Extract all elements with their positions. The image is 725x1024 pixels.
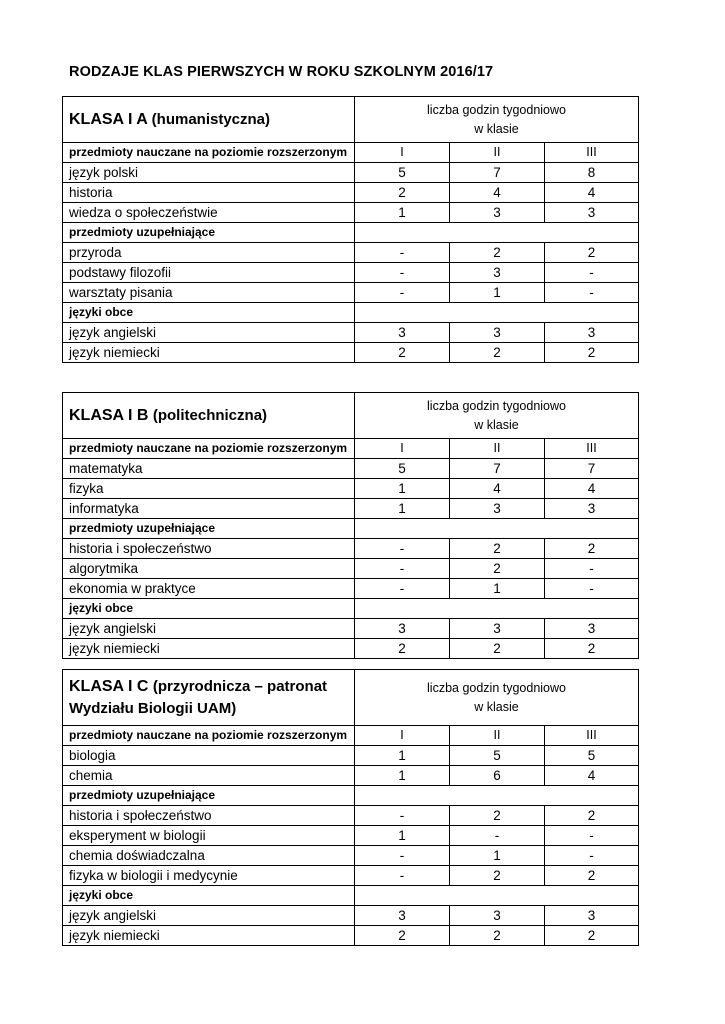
subject-name: historia <box>63 183 355 203</box>
hours-value: 4 <box>545 183 639 203</box>
hours-value: 3 <box>355 323 450 343</box>
subject-name: eksperyment w biologii <box>63 826 355 846</box>
subject-name: matematyka <box>63 459 355 479</box>
subject-name: ekonomia w praktyce <box>63 579 355 599</box>
hours-value: 1 <box>355 746 450 766</box>
languages-header-row <box>63 303 639 323</box>
supplementary-subjects-header-row <box>63 786 639 806</box>
class-title-cell <box>63 393 355 439</box>
hours-value: 2 <box>450 639 545 659</box>
hours-value: 1 <box>450 846 545 866</box>
subject-name: fizyka <box>63 479 355 499</box>
hours-value: 3 <box>450 263 545 283</box>
hours-value: 6 <box>450 766 545 786</box>
hours-value: 4 <box>450 183 545 203</box>
subject-row <box>63 499 639 519</box>
year-header: III <box>545 143 639 163</box>
subject-name: chemia doświadczalna <box>63 846 355 866</box>
subject-row <box>63 243 639 263</box>
class-title-cell <box>63 670 355 726</box>
subject-row <box>63 866 639 886</box>
hours-value: - <box>355 243 450 263</box>
hours-value: - <box>545 579 639 599</box>
hours-value: 5 <box>355 163 450 183</box>
hours-value: 3 <box>545 323 639 343</box>
hours-value: 7 <box>450 163 545 183</box>
subject-row <box>63 746 639 766</box>
year-header: II <box>450 143 545 163</box>
subject-name: język angielski <box>63 323 355 343</box>
hours-value: 2 <box>450 926 545 946</box>
hours-header-line2: w klasie <box>474 121 519 136</box>
hours-value: 2 <box>355 343 450 363</box>
subject-row <box>63 343 639 363</box>
subject-row <box>63 539 639 559</box>
hours-value: - <box>355 539 450 559</box>
subject-name: podstawy filozofii <box>63 263 355 283</box>
hours-value: 2 <box>450 243 545 263</box>
hours-value: 5 <box>450 746 545 766</box>
hours-value: 2 <box>545 243 639 263</box>
year-header: II <box>450 439 545 459</box>
subject-row <box>63 263 639 283</box>
hours-value: 7 <box>450 459 545 479</box>
empty-cell <box>355 786 639 806</box>
hours-value: - <box>355 559 450 579</box>
year-header: III <box>545 726 639 746</box>
hours-value: 3 <box>450 323 545 343</box>
hours-value: 5 <box>545 746 639 766</box>
subject-name: historia i społeczeństwo <box>63 806 355 826</box>
empty-cell <box>355 599 639 619</box>
class-profile: (humanistyczna) <box>151 110 271 128</box>
class-header-row <box>63 97 639 143</box>
subject-row <box>63 639 639 659</box>
hours-header-cell <box>355 670 639 726</box>
hours-value: - <box>355 846 450 866</box>
hours-value: 4 <box>545 479 639 499</box>
hours-value: 4 <box>545 766 639 786</box>
subject-row <box>63 619 639 639</box>
hours-value: 2 <box>450 539 545 559</box>
hours-value: 7 <box>545 459 639 479</box>
subject-row <box>63 479 639 499</box>
class-table-a <box>62 96 639 363</box>
hours-value: - <box>545 559 639 579</box>
hours-value: 1 <box>450 579 545 599</box>
hours-header-cell <box>355 97 639 143</box>
subject-row <box>63 203 639 223</box>
subject-row <box>63 766 639 786</box>
hours-value: 3 <box>545 499 639 519</box>
hours-value: 3 <box>355 906 450 926</box>
hours-value: - <box>355 866 450 886</box>
hours-value: 1 <box>355 203 450 223</box>
subject-name: biologia <box>63 746 355 766</box>
languages-header: języki obce <box>63 303 355 323</box>
subject-row <box>63 283 639 303</box>
hours-value: 1 <box>355 499 450 519</box>
class-table-c <box>62 669 639 946</box>
hours-value: 2 <box>545 343 639 363</box>
subject-name: warsztaty pisania <box>63 283 355 303</box>
hours-header-line1: liczba godzin tygodniowo <box>427 680 566 695</box>
subject-name: język niemiecki <box>63 639 355 659</box>
class-name: KLASA I A <box>69 110 148 128</box>
year-header: II <box>450 726 545 746</box>
hours-value: 3 <box>545 906 639 926</box>
subject-row <box>63 846 639 866</box>
hours-value: 2 <box>545 639 639 659</box>
subject-name: przyroda <box>63 243 355 263</box>
subject-name: informatyka <box>63 499 355 519</box>
extended-subjects-header-row <box>63 726 639 746</box>
supplementary-subjects-header: przedmioty uzupełniające <box>63 519 355 539</box>
class-name: KLASA I B <box>69 406 149 424</box>
document-title: RODZAJE KLAS PIERWSZYCH W ROKU SZKOLNYM 2016/17 <box>69 64 494 80</box>
hours-value: - <box>450 826 545 846</box>
hours-value: - <box>545 846 639 866</box>
hours-value: 3 <box>545 619 639 639</box>
subject-row <box>63 183 639 203</box>
class-name: KLASA I C <box>69 677 149 695</box>
hours-value: 1 <box>355 766 450 786</box>
hours-value: - <box>545 263 639 283</box>
subject-row <box>63 459 639 479</box>
subject-name: język niemiecki <box>63 343 355 363</box>
subject-row <box>63 806 639 826</box>
hours-value: 2 <box>545 926 639 946</box>
supplementary-subjects-header: przedmioty uzupełniające <box>63 223 355 243</box>
year-header: III <box>545 439 639 459</box>
hours-value: 3 <box>450 906 545 926</box>
hours-value: 2 <box>545 539 639 559</box>
hours-value: - <box>355 579 450 599</box>
languages-header: języki obce <box>63 599 355 619</box>
hours-value: 3 <box>450 499 545 519</box>
hours-value: 3 <box>355 619 450 639</box>
hours-header-line2: w klasie <box>474 699 519 714</box>
hours-value: 1 <box>355 826 450 846</box>
languages-header: języki obce <box>63 886 355 906</box>
hours-value: 3 <box>450 203 545 223</box>
hours-value: - <box>355 263 450 283</box>
hours-value: 2 <box>450 343 545 363</box>
subject-row <box>63 826 639 846</box>
hours-value: 2 <box>545 866 639 886</box>
supplementary-subjects-header-row <box>63 519 639 539</box>
subject-name: język angielski <box>63 906 355 926</box>
hours-value: 2 <box>450 559 545 579</box>
extended-subjects-header: przedmioty nauczane na poziomie rozszerzonym <box>63 439 355 459</box>
subject-name: fizyka w biologii i medycynie <box>63 866 355 886</box>
subject-row <box>63 926 639 946</box>
class-title-cell <box>63 97 355 143</box>
hours-header-line1: liczba godzin tygodniowo <box>427 398 566 413</box>
empty-cell <box>355 303 639 323</box>
subject-row <box>63 163 639 183</box>
year-header: I <box>355 143 450 163</box>
hours-value: 1 <box>450 283 545 303</box>
hours-value: 2 <box>355 639 450 659</box>
hours-value: 2 <box>355 183 450 203</box>
extended-subjects-header: przedmioty nauczane na poziomie rozszerzonym <box>63 726 355 746</box>
hours-value: 2 <box>545 806 639 826</box>
extended-subjects-header-row <box>63 143 639 163</box>
subject-name: chemia <box>63 766 355 786</box>
hours-value: - <box>355 806 450 826</box>
supplementary-subjects-header: przedmioty uzupełniające <box>63 786 355 806</box>
hours-value: 3 <box>545 203 639 223</box>
class-table-b <box>62 392 639 659</box>
languages-header-row <box>63 886 639 906</box>
class-profile: (przyrodnicza – patronat Wydziału Biologii UAM) <box>69 677 328 717</box>
extended-subjects-header: przedmioty nauczane na poziomie rozszerzonym <box>63 143 355 163</box>
class-header-row <box>63 393 639 439</box>
class-profile: (politechniczna) <box>152 406 268 424</box>
extended-subjects-header-row <box>63 439 639 459</box>
subject-name: język niemiecki <box>63 926 355 946</box>
subject-row <box>63 323 639 343</box>
empty-cell <box>355 886 639 906</box>
subject-name: język angielski <box>63 619 355 639</box>
hours-header-line1: liczba godzin tygodniowo <box>427 102 566 117</box>
year-header: I <box>355 726 450 746</box>
subject-name: algorytmika <box>63 559 355 579</box>
hours-value: 2 <box>450 866 545 886</box>
hours-value: 4 <box>450 479 545 499</box>
hours-value: - <box>545 826 639 846</box>
subject-row <box>63 906 639 926</box>
subject-name: język polski <box>63 163 355 183</box>
hours-value: 3 <box>450 619 545 639</box>
hours-value: - <box>355 283 450 303</box>
subject-row <box>63 579 639 599</box>
hours-value: 2 <box>450 806 545 826</box>
languages-header-row <box>63 599 639 619</box>
hours-value: 1 <box>355 479 450 499</box>
empty-cell <box>355 223 639 243</box>
hours-value: 5 <box>355 459 450 479</box>
supplementary-subjects-header-row <box>63 223 639 243</box>
subject-row <box>63 559 639 579</box>
class-header-row <box>63 670 639 726</box>
empty-cell <box>355 519 639 539</box>
year-header: I <box>355 439 450 459</box>
subject-name: historia i społeczeństwo <box>63 539 355 559</box>
hours-value: 2 <box>355 926 450 946</box>
hours-value: - <box>545 283 639 303</box>
hours-header-cell <box>355 393 639 439</box>
subject-name: wiedza o społeczeństwie <box>63 203 355 223</box>
hours-header-line2: w klasie <box>474 417 519 432</box>
hours-value: 8 <box>545 163 639 183</box>
